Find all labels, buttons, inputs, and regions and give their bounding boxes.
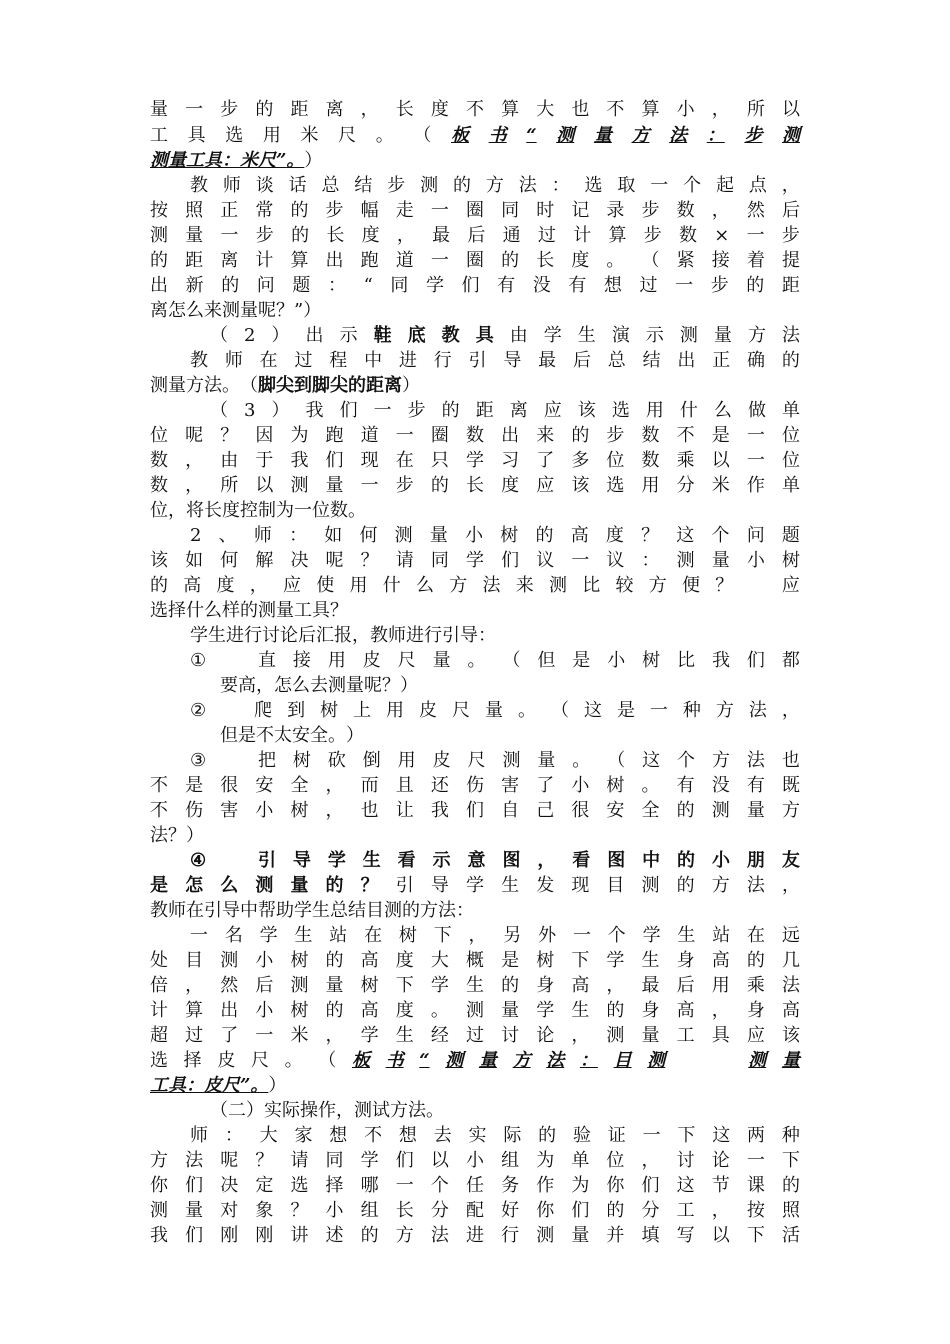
text-line: ② 爬 到 树 上 用 皮 尺 量 。 （ 这 是 一 种 方 法 ， [190, 700, 800, 721]
text-line: 2 、 师 ： 如 何 测 量 小 树 的 高 度 ？ 这 个 问 题 [190, 525, 800, 546]
text-line: ④ 引 导 学 生 看 示 意 图 ， 看 图 中 的 小 朋 友 [190, 850, 800, 871]
text-line: 测 量 一 步 的 长 度 ， 最 后 通 过 计 算 步 数 × 一 步 [150, 225, 800, 246]
text-line: 倍 ， 然 后 测 量 树 下 学 生 的 身 高 ， 最 后 用 乘 法 [150, 975, 800, 996]
text-line: 但 是 不 太 安 全 。 ） [220, 725, 364, 746]
text-line: 超 过 了 一 米 ， 学 生 经 过 讨 论 ， 测 量 工 具 应 该 [150, 1025, 800, 1046]
text-line: 教 师 谈 话 总 结 步 测 的 方 法 ： 选 取 一 个 起 点 ， [190, 175, 800, 196]
text-line: 不 是 很 安 全 ， 而 且 还 伤 害 了 小 树 。 有 没 有 既 [150, 775, 800, 796]
text-line: 出 新 的 问 题 ： “ 同 学 们 有 没 有 想 过 一 步 的 距 [150, 275, 800, 296]
text-line: （ 3 ） 我 们 一 步 的 距 离 应 该 选 用 什 么 做 单 [210, 400, 800, 421]
text-line: 位 ， 将 长 度 控 制 为 一 位 数 。 [150, 500, 366, 521]
text-line: 测 量 对 象 ？ 小 组 长 分 配 好 你 们 的 分 工 ， 按 照 [150, 1200, 800, 1221]
text-line: 处 目 测 小 树 的 高 度 大 概 是 树 下 学 生 身 高 的 几 [150, 950, 800, 971]
text-line: 法 ？ ） [150, 825, 204, 846]
text-line: 位 呢 ？ 因 为 跑 道 一 圈 数 出 来 的 步 数 不 是 一 位 [150, 425, 800, 446]
text-line: 方 法 呢 ？ 请 同 学 们 以 小 组 为 单 位 ， 讨 论 一 下 [150, 1150, 800, 1171]
text-line: 选 择 什 么 样 的 测 量 工 具 ？ [150, 600, 348, 621]
text-line: （ 二 ） 实 际 操 作 ， 测 试 方 法 。 [210, 1100, 444, 1121]
text-line: （ 2 ） 出 示 鞋 底 教 具 由 学 生 演 示 测 量 方 法 [210, 325, 800, 346]
text-line: 的 距 离 计 算 出 跑 道 一 圈 的 长 度 。 （ 紧 接 着 提 [150, 250, 800, 271]
text-line: 要 高 ， 怎 么 去 测 量 呢 ？ ） [220, 675, 418, 696]
text-line: 教 师 在 过 程 中 进 行 引 导 最 后 总 结 出 正 确 的 [190, 350, 800, 371]
text-line: 工 具 选 用 米 尺 。 （ 板 书 “ 测 量 方 法 ： 步 测 [150, 125, 800, 146]
text-line: 测 量 方 法 。 （ 脚 尖 到 脚 尖 的 距 离 ） [150, 375, 420, 396]
text-line: 的 高 度 ， 应 使 用 什 么 方 法 来 测 比 较 方 便 ？ 应 [150, 575, 800, 596]
text-line: 教 师 在 引 导 中 帮 助 学 生 总 结 目 测 的 方 法 ： [150, 900, 474, 921]
text-line: 该 如 何 解 决 呢 ？ 请 同 学 们 议 一 议 ： 测 量 小 树 [150, 550, 800, 571]
text-line: 是 怎 么 测 量 的 ？ 引 导 学 生 发 现 目 测 的 方 法 ， [150, 875, 800, 896]
text-line: 学 生 进 行 讨 论 后 汇 报 ， 教 师 进 行 引 导 ： [190, 625, 496, 646]
text-line: 数 ， 由 于 我 们 现 在 只 学 习 了 多 位 数 乘 以 一 位 [150, 450, 800, 471]
text-line: 离 怎 么 来 测 量 呢 ？ ” ） [150, 300, 322, 321]
text-line: 选 择 皮 尺 。 （ 板 书 “ 测 量 方 法 ： 目 测 测 量 [150, 1050, 800, 1071]
text-line: 计 算 出 小 树 的 高 度 。 测 量 学 生 的 身 高 ， 身 高 [150, 1000, 800, 1021]
text-line: 师 ： 大 家 想 不 想 去 实 际 的 验 证 一 下 这 两 种 [190, 1125, 800, 1146]
text-line: ① 直 接 用 皮 尺 量 。 （ 但 是 小 树 比 我 们 都 [190, 650, 800, 671]
text-line: 测 量 工 具 ： 米 尺 ” 。 ） [150, 150, 323, 171]
text-line: 按 照 正 常 的 步 幅 走 一 圈 同 时 记 录 步 数 ， 然 后 [150, 200, 800, 221]
text-line: ③ 把 树 砍 倒 用 皮 尺 测 量 。 （ 这 个 方 法 也 [190, 750, 800, 771]
text-line: 数 ， 所 以 测 量 一 步 的 长 度 应 该 选 用 分 米 作 单 [150, 475, 800, 496]
text-line: 工 具 ： 皮 尺 ” 。 ） [150, 1075, 287, 1096]
text-line: 一 名 学 生 站 在 树 下 ， 另 外 一 个 学 生 站 在 远 [190, 925, 800, 946]
text-line: 你 们 决 定 选 择 哪 一 个 任 务 作 为 你 们 这 节 课 的 [150, 1175, 800, 1196]
text-line: 量 一 步 的 距 离 ， 长 度 不 算 大 也 不 算 小 ， 所 以 [150, 99, 800, 120]
text-line: 不 伤 害 小 树 ， 也 让 我 们 自 己 很 安 全 的 测 量 方 [150, 800, 800, 821]
text-line: 我 们 刚 刚 讲 述 的 方 法 进 行 测 量 并 填 写 以 下 活 [150, 1225, 800, 1246]
